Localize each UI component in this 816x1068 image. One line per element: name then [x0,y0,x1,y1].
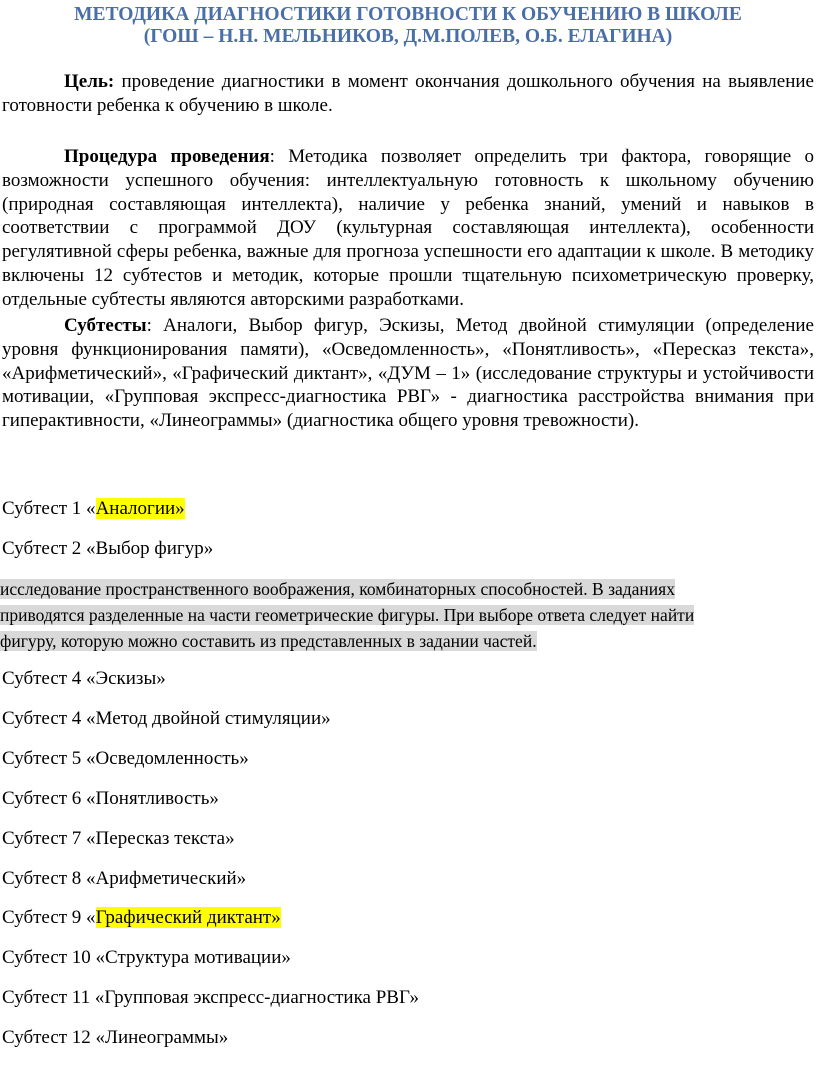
subtest-1-prefix: Субтест 1 « [2,498,96,519]
subtest-6: Субтест 6 «Понятливость» [2,788,219,809]
subtests-text: : Аналоги, Выбор фигур, Эскизы, Метод двойной стимуляции (определение уровня функционирования памяти), «Осведомленность», «Понятливость», «Пересказ текста», «Арифметический», «Графический диктант», «ДУМ – 1» (исследование структуры и устойчивости мотивации, «Групповая экспресс-диагностика РВГ» - диагностика расстройства внимания при гиперактивности, «Линеограммы» (диагностика общего уровня тревожности). [2,315,814,432]
subtests-label: Субтесты [64,315,147,336]
procedure-label: Процедура проведения [64,146,270,167]
description-line-2: приводятся разделенные на части геометрические фигуры. При выборе ответа следует найти [0,605,695,625]
subtest-2-description [0,576,764,654]
subtest-8: Субтест 8 «Арифметический» [2,868,247,889]
subtest-9 [2,907,281,929]
description-line-3: фигуру, которую можно составить из представленных в задании частей. [0,631,537,651]
title-line-2: (ГОШ – Н.Н. МЕЛЬНИКОВ, Д.М.ПОЛЕВ, О.Б. ЕЛАГИНА) [143,26,673,47]
subtests-paragraph [2,314,814,433]
subtest-9-highlight: Графический диктант» [95,907,281,928]
subtest-1 [2,498,185,520]
subtest-7: Субтест 7 «Пересказ текста» [2,828,235,849]
subtest-11: Субтест 11 «Групповая экспресс-диагностика РВГ» [2,987,419,1008]
document-title [0,0,816,48]
title-line-1: МЕТОДИКА ДИАГНОСТИКИ ГОТОВНОСТИ К ОБУЧЕНИЮ В ШКОЛЕ [74,4,742,25]
subtest-9-prefix: Субтест 9 « [2,907,96,928]
goal-text: проведение диагностики в момент окончания дошкольного обучения на выявление готовности ребенка к обучению в школе. [2,71,814,116]
subtest-10: Субтест 10 «Структура мотивации» [2,947,291,968]
subtest-4-sketches: Субтест 4 «Эскизы» [2,668,166,689]
subtest-2: Субтест 2 «Выбор фигур» [2,538,214,559]
subtest-4-double-stimulation: Субтест 4 «Метод двойной стимуляции» [2,708,331,729]
subtest-1-highlight: Аналогии» [95,498,185,519]
procedure-paragraph [2,145,814,312]
description-line-1: исследование пространственного воображения, комбинаторных способностей. В заданиях [0,579,675,599]
subtest-5: Субтест 5 «Осведомленность» [2,748,249,769]
goal-paragraph [2,70,814,118]
procedure-text: : Методика позволяет определить три фактора, говорящие о возможности успешного обучения: интеллектуальную готовность к школьному обучению (природная составляющая интеллекта), наличие у ребенка знаний, умений и навыков в соответствии с программой ДОУ (культурная составляющая интеллекта), особенности регулятивной сферы ребенка, важные для прогноза успешности его адаптации к школе. В методику включены 12 субтестов и методик, которые прошли тщательную психометрическую проверку, отдельные субтесты являются авторскими разработками. [2,146,814,310]
subtest-12: Субтест 12 «Линеограммы» [2,1027,229,1048]
goal-label: Цель: [64,71,115,92]
